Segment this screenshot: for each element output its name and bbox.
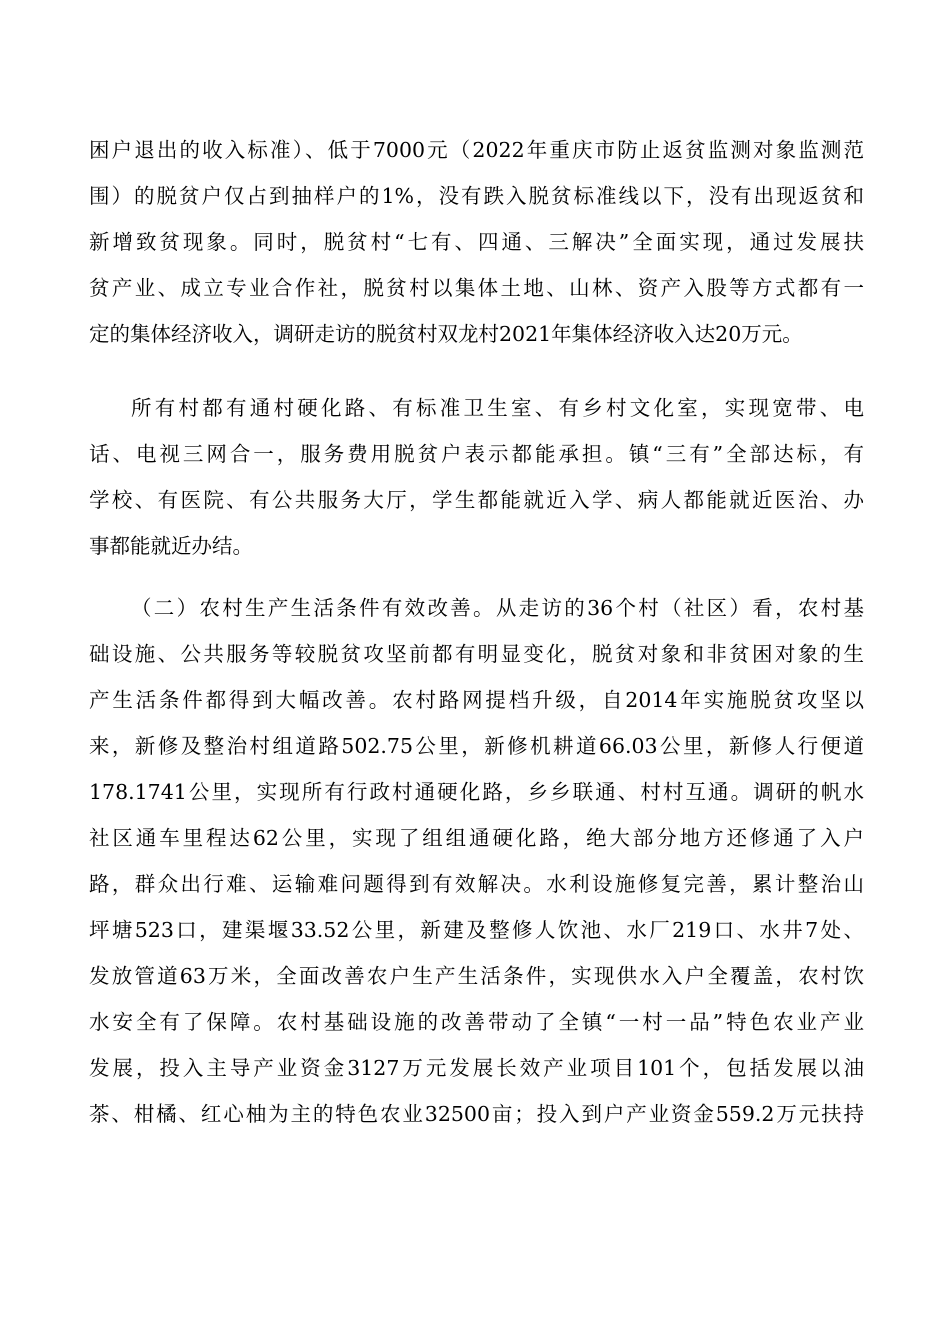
text-line: 所有村都有通村硬化路、有标准卫生室、有乡村文化室，实现宽带、电 (131, 396, 864, 420)
text-line: 发放管道63万米，全面改善农户生产生活条件，实现供水入户全覆盖，农村饮 (89, 964, 864, 988)
text-line: 178.1741公里，实现所有行政村通硬化路，乡乡联通、村村互通。调研的帆水 (89, 780, 864, 804)
text-line: 困户退出的收入标准）、低于7000元（2022年重庆市防止返贫监测对象监测范 (89, 138, 864, 162)
text-line: 定的集体经济收入，调研走访的脱贫村双龙村2021年集体经济收入达20万元。 (89, 322, 803, 346)
text-line: （二）农村生产生活条件有效改善。从走访的36个村（社区）看，农村基 (131, 596, 864, 620)
text-line: 事都能就近办结。 (89, 534, 253, 558)
paragraph-3 (89, 585, 864, 1137)
paragraph-2 (89, 385, 864, 569)
text-line: 路，群众出行难、运输难问题得到有效解决。水利设施修复完善，累计整治山 (89, 872, 864, 896)
text-line: 发展，投入主导产业资金3127万元发展长效产业项目101个，包括发展以油 (89, 1056, 864, 1080)
text-line: 话、电视三网合一，服务费用脱贫户表示都能承担。镇“三有”全部达标，有 (89, 442, 864, 466)
text-line: 茶、柑橘、红心柚为主的特色农业32500亩；投入到户产业资金559.2万元扶持 (89, 1102, 864, 1126)
text-line: 围）的脱贫户仅占到抽样户的1%，没有跌入脱贫标准线以下，没有出现返贫和 (89, 184, 864, 208)
paragraph-1 (89, 127, 864, 357)
text-line: 学校、有医院、有公共服务大厅，学生都能就近入学、病人都能就近医治、办 (89, 488, 864, 512)
text-line: 础设施、公共服务等较脱贫攻坚前都有明显变化，脱贫对象和非贫困对象的生 (89, 642, 864, 666)
text-line: 贫产业、成立专业合作社，脱贫村以集体土地、山林、资产入股等方式都有一 (89, 276, 864, 300)
text-line: 产生活条件都得到大幅改善。农村路网提档升级，自2014年实施脱贫攻坚以 (89, 688, 864, 712)
text-line: 来，新修及整治村组道路502.75公里，新修机耕道66.03公里，新修人行便道 (89, 734, 864, 758)
text-line: 水安全有了保障。农村基础设施的改善带动了全镇“一村一品”特色农业产业 (89, 1010, 864, 1034)
text-line: 新增致贫现象。同时，脱贫村“七有、四通、三解决”全面实现，通过发展扶 (89, 230, 864, 254)
text-line: 坪塘523口，建渠堰33.52公里，新建及整修人饮池、水厂219口、水井7处、 (89, 918, 864, 942)
text-line: 社区通车里程达62公里，实现了组组通硬化路，绝大部分地方还修通了入户 (89, 826, 864, 850)
